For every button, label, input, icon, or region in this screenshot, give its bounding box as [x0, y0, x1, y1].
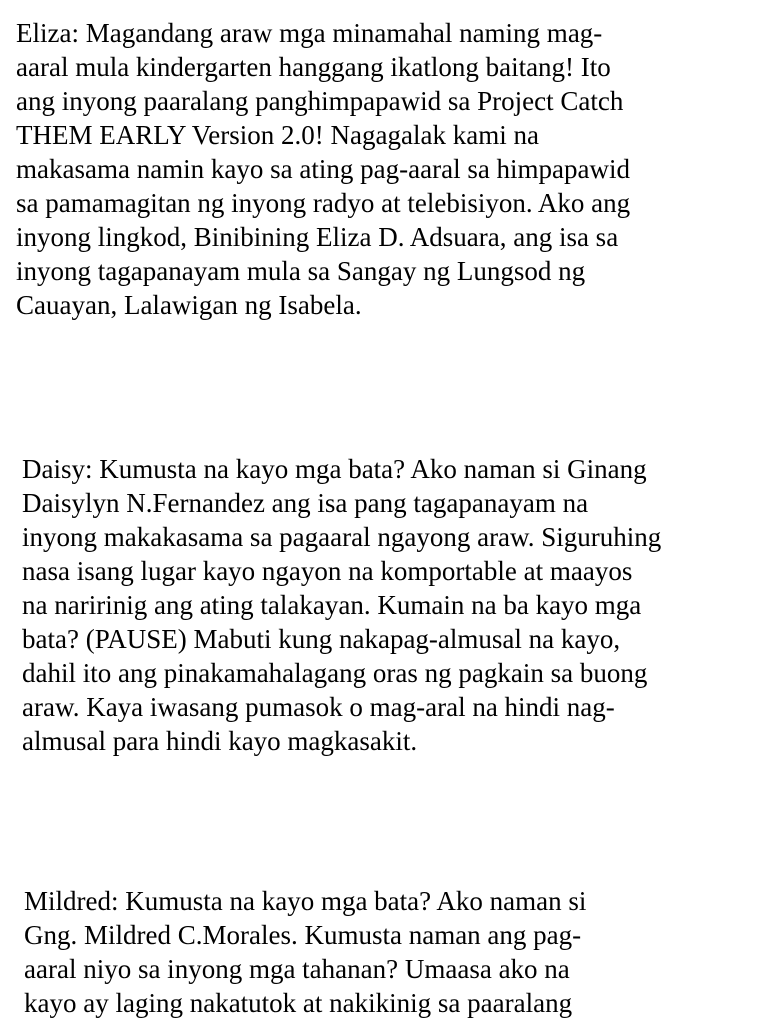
daisy-paragraph: [22, 452, 661, 758]
daisy-line-7: dahil ito ang pinakamahalagang oras ng pagkain sa buong: [22, 658, 648, 688]
eliza-line-4: THEM EARLY Version 2.0! Nagagalak kami na: [16, 120, 539, 150]
mildred-paragraph: [24, 884, 586, 1020]
eliza-line-8: inyong tagapanayam mula sa Sangay ng Lungsod ng: [16, 256, 586, 286]
daisy-line-6: bata? (PAUSE) Mabuti kung nakapag-almusal na kayo,: [22, 624, 621, 654]
mildred-line-4: kayo ay laging nakatutok at nakikinig sa paaralang: [24, 988, 573, 1018]
eliza-line-2: aaral mula kindergarten hanggang ikatlong baitang! Ito: [16, 52, 611, 82]
eliza-line-6: sa pamamagitan ng inyong radyo at telebisiyon. Ako ang: [16, 188, 631, 218]
eliza-line-7: inyong lingkod, Binibining Eliza D. Adsuara, ang isa sa: [16, 222, 619, 252]
eliza-line-1: Eliza: Magandang araw mga minamahal naming mag-: [16, 18, 603, 48]
mildred-line-1: Mildred: Kumusta na kayo mga bata? Ako naman si: [24, 886, 587, 916]
daisy-line-5: na naririnig ang ating talakayan. Kumain na ba kayo mga: [22, 590, 642, 620]
daisy-line-2: Daisylyn N.Fernandez ang isa pang tagapanayam na: [22, 488, 589, 518]
daisy-line-8: araw. Kaya iwasang pumasok o mag-aral na hindi nag-: [22, 692, 615, 722]
daisy-line-3: inyong makakasama sa pagaaral ngayong araw. Siguruhing: [22, 522, 662, 552]
eliza-paragraph: [16, 16, 630, 322]
mildred-line-3: aaral niyo sa inyong mga tahanan? Umaasa ako na: [24, 954, 570, 984]
eliza-line-5: makasama namin kayo sa ating pag-aaral sa himpapawid: [16, 154, 631, 184]
eliza-line-9: Cauayan, Lalawigan ng Isabela.: [16, 290, 362, 320]
daisy-line-4: nasa isang lugar kayo ngayon na komportable at maayos: [22, 556, 633, 586]
daisy-line-9: almusal para hindi kayo magkasakit.: [22, 726, 418, 756]
mildred-line-2: Gng. Mildred C.Morales. Kumusta naman ang pag-: [24, 920, 582, 950]
daisy-line-1: Daisy: Kumusta na kayo mga bata? Ako naman si Ginang: [22, 454, 647, 484]
eliza-line-3: ang inyong paaralang panghimpapawid sa Project Catch: [16, 86, 624, 116]
